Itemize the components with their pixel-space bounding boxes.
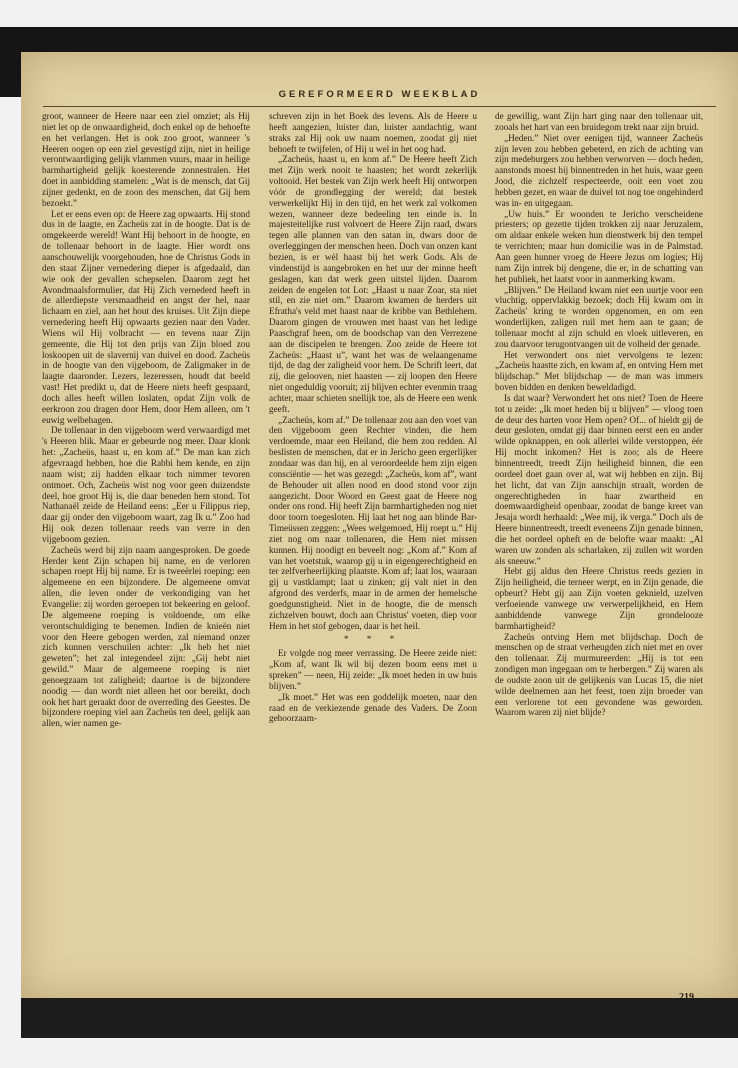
paragraph: groot, wanneer de Heere naar een ziel omziet; als Hij niet let op de onwaardigheid, doch enkel op de behoefte en het verlangen. Het is ook zoo groot, wanneer 's Heeren oogen op een ziel gevestigd zijn, niet in heilige verontwaardiging gelijk vlammen vuurs, maar in heilige barmhartigheid gelijk koesterende zonnestralen. Het doet in aanbidding stamelen: „Wat is de mensch, dat Gij zijner gedenkt, en de zoon des menschen, dat Gij hem bezoekt.”: [42, 111, 250, 208]
paragraph: Er volgde nog meer verrassing. De Heere zeide niet: „Kom af, want Ik wil bij dezen boom eens met u spreken” — neen, Hij zeide: „Ik moet heden in uw huis blijven.”: [269, 648, 477, 691]
paragraph: „Ik moet.” Het was een goddelijk moeten, naar den raad en de verkiezende genade des Vaders. De Zoon gehoorzaam-: [269, 691, 477, 724]
paragraph: Is dat waar? Verwondert het ons niet? Toen de Heere tot u zeide: „Ik moet heden bij u blijven” — vloog toen de deur des harten voor Hem open? Of... of hieldt gij de deur gesloten, omdat gij daar binnen eerst een en ander wilde opknappen, en ook allerlei wilde verstoppen, éér Hij mocht inkomen? Het is zoo; als de Heere binnentreedt, treedt Zijn heiligheid binnen, die een oordeel doet gaan over al, wat wij hebben en zijn. Bij het licht, dat van Zijn aanschijn straalt, worden de ongerechtigheden in haar zwartheid en doemwaardigheid openbaar, zoodat de bange kreet van Jesaja wordt herhaald: „Wee mij, ik verga.” Doch als de Heere binnentreedt, treedt eveneens Zijn genade binnen, die het oordeel opheft en de belofte waar maakt: „Al waren uw zonden als scharlaken, zij zullen wit worden als sneeuw.”: [495, 392, 703, 566]
header-rule: [43, 106, 716, 107]
paragraph: De tollenaar in den vijgeboom werd verwaardigd met 's Heeren blik. Maar er gebeurde nog meer. Daar klonk het: „Zacheüs, haast u, en kom af.” De man kan zich afgevraagd hebben, hoe die Rabbi hem kende, en zijn naam wist; zij hadden elkaar toch nimmer tevoren ontmoet. Och, Zacheüs wist nog voor geen duizendste deel, hoe groot Hij is, die daar beneden hem stond. Tot Nathanaël zeide de Heiland eens: „Eer u Filippus riep, daar gij onder den vijgeboom waart, zag Ik u.” Zoo had Hij ook dezen tollenaar reeds van verre in den vijgeboom gezien.: [42, 425, 250, 544]
paragraph: Het verwondert ons niet vervolgens te lezen: „Zacheüs haastte zich, en kwam af, en ontving Hem met blijdschap.” Met blijdschap — de man was immers boven bidden en denken beweldadigd.: [495, 349, 703, 393]
page-header-title: GEREFORMEERD WEEKBLAD: [278, 89, 481, 100]
paragraph: „Blijven.” De Heiland kwam niet een uurtje voor een vluchtig, oppervlakkig bezoek; doch Hij kwam om in Zacheüs' kring te worden opgenomen, en om een wonderlijken, zaligen ruil met hem aan te gaan; de tollenaar mocht al zijn schuld en vloek uitleveren, en zou daarvoor terugontvangen uit de volheid der genade.: [495, 284, 703, 349]
paragraph: „Uw huis.” Er woonden te Jericho verscheidene priesters; op gezette tijden trokken zij naar Jeruzalem, om aldaar enkele weken hun dienstwerk bij den tempel te verrichten; maar hun domicilie was in de Palmstad. Aan geen hunner vroeg de Heere Jezus om logies; Hij nam Zijn intrek bij dengene, die er, in de schatting van het publiek, het laatst voor in aanmerking kwam.: [495, 208, 703, 284]
text-column-1: [42, 111, 250, 983]
paragraph: „Heden.” Niet over eenigen tijd, wanneer Zacheüs zijn leven zou hebben gebeterd, en zich de achting van zijn medeburgers zou hebben verworven — doch heden, aanstonds moest hij binnentreden in het huis, waar geen Jood, die zichzelf respecteerde, ooit een voet zou hebben gezet, en waar de duivel tot nog toe ongehinderd was in- en uitgegaan.: [495, 132, 703, 208]
section-separator: * * *: [343, 633, 403, 644]
paragraph: „Zacheüs, kom af.” De tollenaar zou aan den voet van den vijgeboom geen Rechter vinden, die hem verdoemde, maar een Heiland, die hem zou redden. Al beslisten de menschen, dat er in Jericho geen ergerlijker zondaar was dan hij, en al veroordeelde hem zijn eigen consciëntie — het was gezegd: „Zacheüs, kom af”, want de Behouder uit allen nood en dood stond voor zijn aangezicht. Door Woord en Geest gaat de Heere nog onder ons rond. Hij heeft Zijn barmhartigheden nog niet door toorn toegesloten. Hij laat het nog aan blinde Bar-Timeüssen zeggen: „Wees welgemoed, Hij roept u.” Hij ziet nog om naar tollenaren, die Hem niet missen kunnen. Hij noodigt en beveelt nog: „Kom af.” Kom af van het voetstuk, waarop gij u in eigengerechtigheid en ter zelfverheerlijking plaatste. Kom af; laat los, waaraan gij u vastklampt; laat u zinken; gij valt niet in den afgrond des verderfs, maar in de armen der hemelsche goedgunstigheid. Niet in de hoogte, die de mensch zichzelven bouwt, doch aan Christus' voeten, diep voor Hem in het stof gebogen, daar is het heil.: [269, 414, 477, 631]
paragraph: Zacheüs werd bij zijn naam aangesproken. De goede Herder kent Zijn schapen bij name, en de verloren schapen roept Hij bij name. Er is tweeërlei roeping: een algemeene en een bijzondere. De algemeene omvat allen, die leven onder de verkondiging van het Evangelie: zij worden geroepen tot bekeering en geloof. De algemeene roeping is voldoende, om elke verontschuldiging te benemen. Indien de knieën niet voor den Heere gebogen werden, zal niemand onzer zich kunnen verschuilen achter: „Ik heb het niet geweten”; het zal integendeel zijn: „Gij hebt niet gewild.” Maar de algemeene roeping is niet genoegzaam tot zaligheid; daartoe is de bijzondere noodig — dan wordt niet alleen het oor bereikt, doch ook het hart geraakt door de overreding des Geestes. De bijzondere roeping viel aan Zacheüs ten deel, gelijk aan allen, wier namen ge-: [42, 544, 250, 729]
paragraph: Zacheüs ontving Hem met blijdschap. Doch de menschen op de straat verheugden zich niet met en over den tollenaar. Zij murmureerden: „Hij is tot een zondigen man ingegaan om te herbergen.” Zij waren als de oudste zoon uit de gelijkenis van Lucas 15, die niet wilde deelnemen aan het feest, toen zijn broeder van een verlorene tot een gevondene was geworden. Waarom waren zij niet blijde?: [495, 631, 703, 718]
paragraph: „Zacheüs, haast u, en kom af.” De Heere heeft Zich met Zijn werk nooit te haasten; het wordt zekerlijk voltooid. Het bestek van Zijn werk heeft Hij ontworpen vóór de grondlegging der wereld; dat bestek verwerkelijkt Hij in den tijd, en het werk zal volkomen wezen, wanneer deze bedeeling ten einde is. In majesteitelijke rust volvoert de Heere Zijn raad, dwars tegen alle plannen van den satan in, dwars door de overleggingen der menschen heen. Doch van onzen kant bezien, is er wèl haast bij het werk Gods. Als de vindenstijd is aangebroken en het uur der minne heeft geslagen, kan dat werk geen uitstel lijden. Daarom zeiden de engelen tot Lot: „Haast u naar Zoar, sta niet stil, en zie niet om.” Daarom kwamen de herders uit Efratha's veld met haast naar de kribbe van Bethlehem. Daarom gingen de vrouwen met haast van het ledige Paaschgraf heen, om de boodschap van den Verrezene aan de discipelen te brengen. Zoo zeide de Heere tot Zacheüs: „Haast u”, want het was de welaangename tijd, de dag der zaligheid voor hem. De Schrift leert, dat zij, die gelooven, niet haasten — zij loopen den Heere niet ongeduldig vooruit; zij blijven echter evenmin traag achter, maar schieten snellijk toe, als de Heere een wenk geeft.: [269, 154, 477, 414]
paragraph: Hebt gij aldus den Heere Christus reeds gezien in Zijn heiligheid, die terneer werpt, en in Zijn genade, die opbeurt? Hebt gij aan Zijn voeten gekniеld, uzelven verfoeiende vanwege uw verwerpelijkheid, en Hem aanbiddende vanwege Zijn grondelooze barmhartigheid?: [495, 566, 703, 631]
scan-background-bottom: [21, 998, 738, 1038]
paragraph: Let er eens even op: de Heere zag opwaarts. Hij stond dus in de laagte, en Zacheüs zat in de hoogte. Dat is de omgekeerde wereld! Want Hij behoort in de hoogte, en de tollenaar behoort in de laagte. Hier wordt ons aanschouwelijk voorgehouden, hoe de Christus Gods in den staat Zijner vernedering dieper is afgedaald, dan wie ook der gevallen schepselen. Daarom zegt het Avondmaalsformulier, dat Hij Zich vernederd heeft in de allerdiepste versmaadheid en angst der hel, naar lichaam en ziel, aan het hout des kruises. Uit Zijn diepe vernedering heeft Hij opwaarts gezien naar den Vader. Wiens wil Hij volbracht — en tevens naar Zijn gemeente, die Hij tot den prijs van Zijn bloed zou loskoopen uit de slavernij van duivel en dood. Zacheüs in de hoogte van den vijgeboom, de Zaligmaker in de laagte daaronder. Lezers, lezeressen, houdt dat beeld vast! Het predikt u, dat de Heere niets heeft gespaard, doch alles heeft willen loslaten, opdat Zijn volk de eerkroon zou dragen door Hem, door Hem alleen, om 't euwig welbehagen.: [42, 208, 250, 425]
text-column-3: [495, 111, 703, 983]
text-column-2: [269, 111, 477, 983]
paragraph: schreven zijn in het Boek des levens. Als de Heere u heeft aangezien, luister dan, luister aandachtig, want straks zal Hij ook uw naam noemen, zoodat gij niet behoeft te twijfelen, of Hij u wel in het oog had.: [269, 111, 477, 154]
newspaper-page: [21, 52, 738, 998]
paragraph: de gewillig, want Zijn hart ging naar den tollenaar uit, zooals het hart van een bruidegom trekt naar zijn bruid.: [495, 111, 703, 132]
